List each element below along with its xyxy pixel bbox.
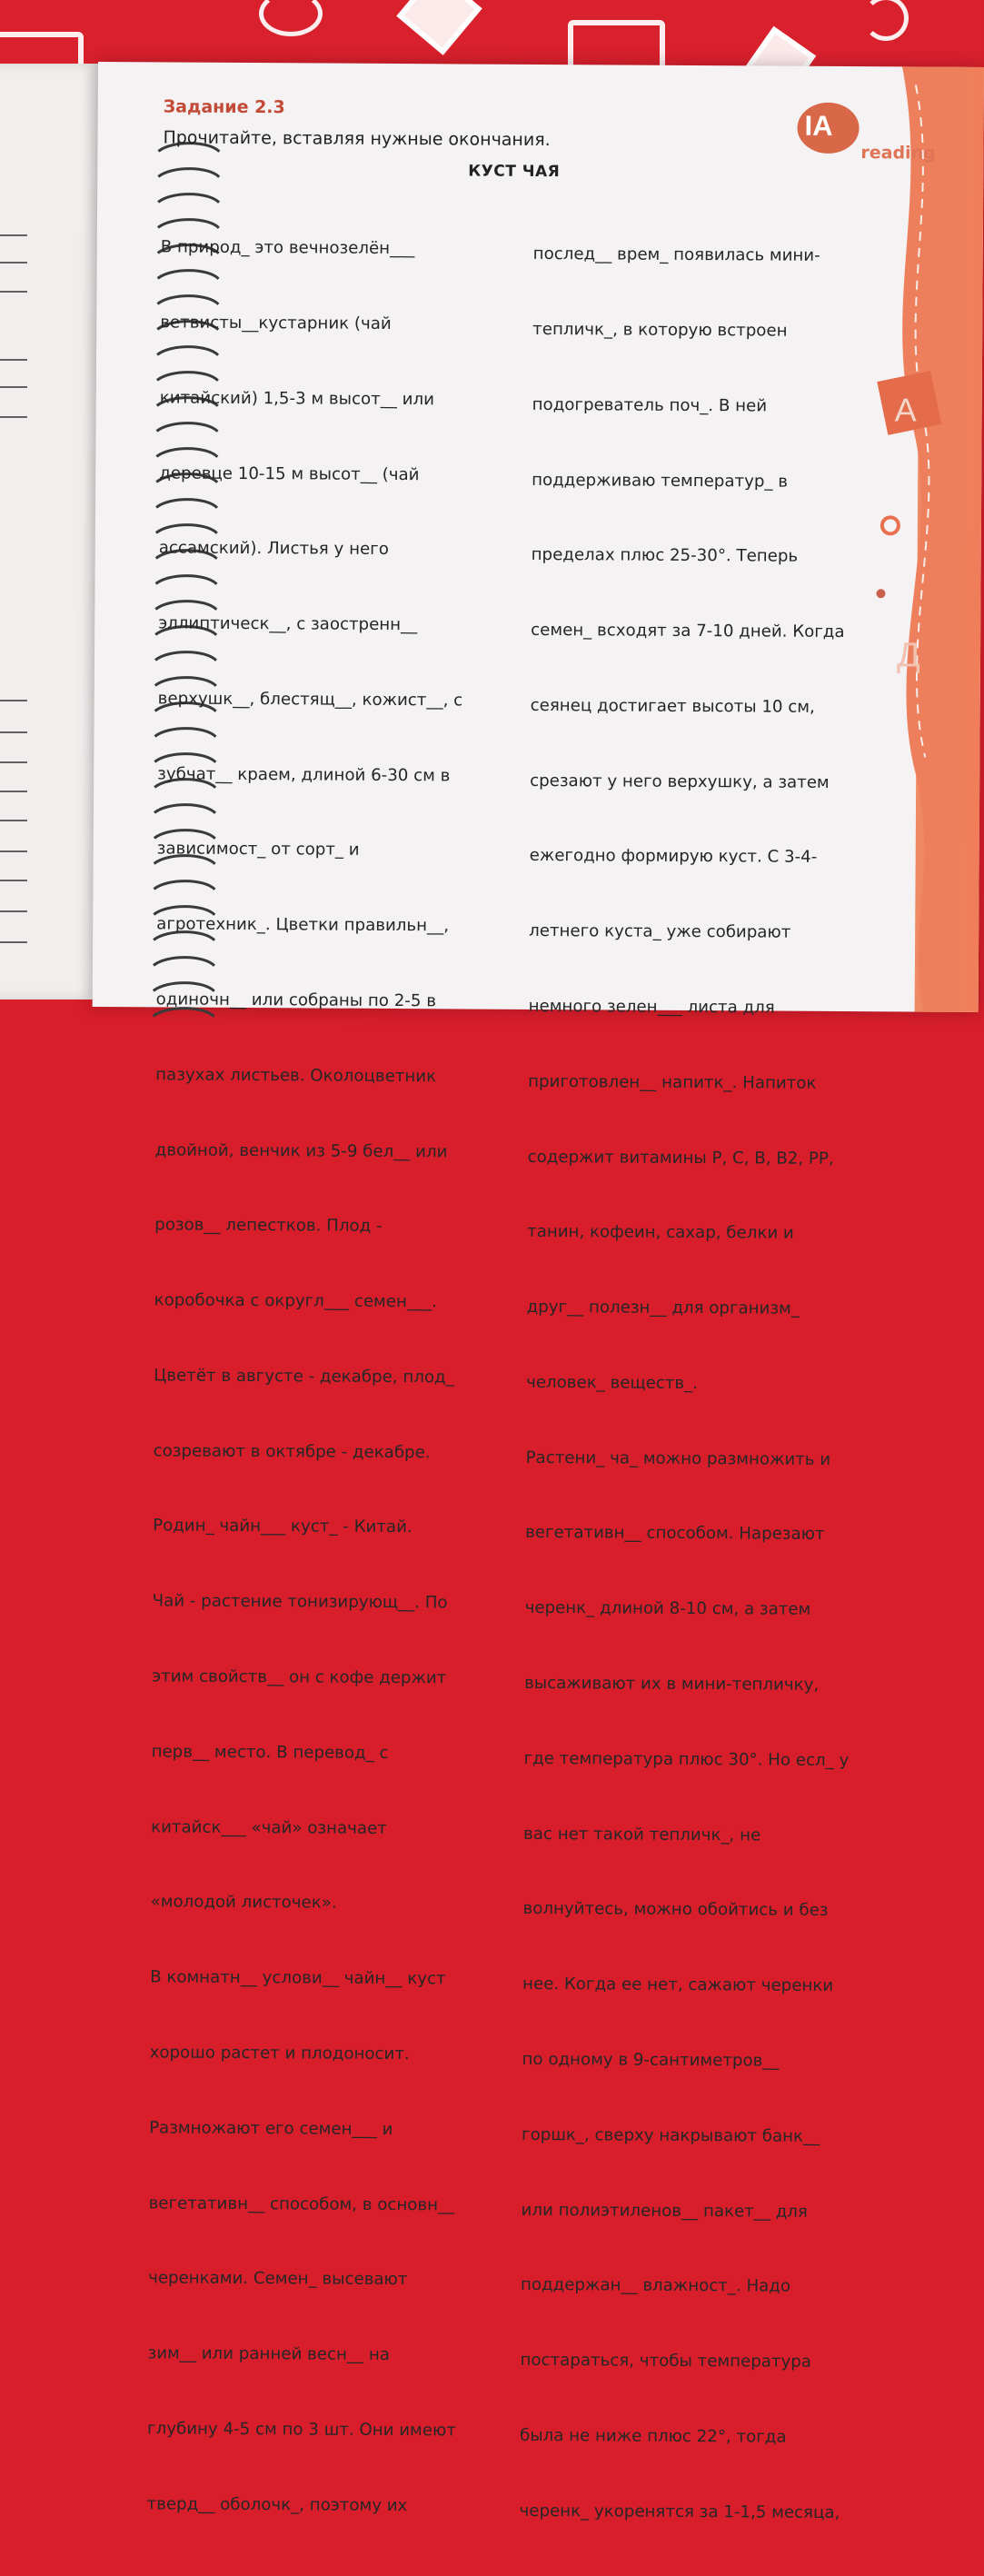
- left-notebook-page: [0, 64, 100, 1000]
- svg-text:Д: Д: [896, 636, 920, 675]
- text-line: немного зелен___ листа для: [528, 996, 775, 1018]
- answer-line: [0, 820, 27, 821]
- answer-line: [0, 416, 27, 418]
- answer-line: [0, 291, 27, 293]
- answer-line: [0, 880, 27, 881]
- article-title: КУСТ ЧАЯ: [468, 162, 561, 182]
- text-line: В природ_ это вечнозелён___: [160, 237, 415, 259]
- text-line: созревают в октябре - декабре.: [153, 1441, 431, 1462]
- text-line: деревце 10-15 м высот__ (чай: [159, 462, 420, 484]
- answer-line: [0, 700, 27, 701]
- article-column-right: [519, 192, 859, 2576]
- logo-word: reading: [860, 143, 936, 164]
- text-line: ежегодно формирую куст. С 3-4-: [529, 846, 818, 868]
- text-line: перв__ место. В перевод_ с: [151, 1742, 389, 1763]
- text-line: черенк_ укоренятся за 1-1,5 месяца,: [519, 2501, 840, 2522]
- task-heading: Задание 2.3: [163, 96, 285, 118]
- text-line: содержит витамины Р, С, В, В2, РР,: [527, 1147, 834, 1169]
- task-instruction: Прочитайте, вставляя нужные окончания.: [163, 127, 551, 151]
- text-line: поддержан__ влажност_. Надо: [520, 2275, 791, 2296]
- text-line: или полиэтиленов__ пакет__ для: [521, 2200, 808, 2222]
- text-line: семен_ всходят за 7-10 дней. Когда: [531, 621, 845, 642]
- text-line: была не ниже плюс 22°, тогда: [519, 2425, 787, 2447]
- text-line: приготовлен__ напитк_. Напиток: [528, 1071, 817, 1093]
- answer-line: [0, 359, 27, 361]
- ia-reading-logo: [797, 103, 942, 164]
- text-line: Цветёт в августе - декабре, плод_: [154, 1366, 454, 1387]
- text-line: двойной, венчик из 5-9 бел__ или: [154, 1139, 448, 1161]
- text-line: постараться, чтобы температура: [520, 2350, 812, 2372]
- text-line: пазухах листьев. Околоцветник: [155, 1065, 437, 1087]
- text-line: подогреватель поч_. В ней: [532, 394, 768, 416]
- text-line: одиночн__ или собраны по 2-5 в: [155, 990, 437, 1011]
- text-line: поддерживаю температур_ в: [532, 470, 789, 492]
- text-line: послед__ врем_ появилась мини-: [532, 244, 820, 266]
- text-line: черенками. Семен_ высевают: [148, 2268, 408, 2290]
- text-line: этим свойств__ он с кофе держит: [152, 1666, 447, 1688]
- text-line: друг__ полезн__ для организм_: [526, 1298, 800, 1318]
- text-line: горшк_, сверху накрывают банк__: [522, 2124, 820, 2146]
- text-line: эллиптическ__, с заостренн__: [158, 613, 418, 635]
- text-line: Чай - растение тонизирующ__. По: [152, 1591, 448, 1613]
- text-line: нее. Когда ее нет, сажают черенки: [522, 1974, 834, 1996]
- text-line: тепличк_, в которую встроен: [532, 319, 788, 341]
- logo-mark: IA: [804, 109, 833, 142]
- text-line: Родин_ чайн___ куст_ - Китай.: [153, 1516, 412, 1537]
- workbook-page: [93, 62, 984, 2522]
- text-line: верхушк__, блестящ__, кожист__, с: [157, 689, 463, 711]
- answer-line: [0, 731, 27, 733]
- article-column-left: [146, 184, 470, 2568]
- svg-text:A: A: [894, 391, 917, 429]
- answer-line: [0, 910, 27, 912]
- text-line: Растени_ ча_ можно размножить и: [525, 1447, 831, 1469]
- text-line: «молодой листочек».: [150, 1892, 337, 1914]
- text-line: сеянец достигает высоты 10 см,: [530, 695, 815, 717]
- text-line: зим__ или ранней весн__ на: [147, 2343, 390, 2365]
- text-line: ассамский). Листья у него: [158, 538, 389, 560]
- answer-line: [0, 262, 27, 264]
- text-line: розов__ лепестков. Плод -: [154, 1215, 383, 1237]
- text-line: волнуйтесь, можно обойтись и без: [522, 1899, 829, 1921]
- text-line: глубину 4-5 см по 3 шт. Они имеют: [147, 2419, 456, 2441]
- orange-margin-decoration: [860, 66, 966, 1012]
- answer-line: [0, 791, 27, 792]
- text-line: где температура плюс 30°. Но есл_ у: [523, 1748, 850, 1770]
- tablecloth-pattern-curl: [259, 0, 323, 36]
- text-line: ветвисты__кустарник (чай: [160, 313, 392, 333]
- text-line: китайский) 1,5-3 м высот__ или: [159, 388, 435, 410]
- text-line: агротехник_. Цветки правильн__,: [156, 914, 450, 936]
- answer-line: [0, 850, 27, 852]
- text-line: Размножают его семен___ и: [149, 2118, 393, 2139]
- text-line: тверд__ оболочк_, поэтому их: [146, 2494, 408, 2515]
- text-line: по одному в 9-сантиметров__: [522, 2049, 780, 2071]
- answer-line: [0, 761, 27, 763]
- text-line: коробочка с округл___ семен___.: [154, 1290, 438, 1312]
- answer-line: [0, 941, 27, 943]
- text-line: черенк_ длиной 8-10 см, а затем: [524, 1598, 811, 1620]
- text-line: вегетативн__ способом, в основн__: [148, 2193, 455, 2214]
- answer-line: [0, 386, 27, 388]
- text-line: пределах плюс 25-30°. Теперь: [531, 545, 799, 567]
- tablecloth-pattern-diamond: [396, 0, 482, 55]
- tablecloth-pattern-curl: [863, 0, 909, 41]
- answer-line: [0, 234, 27, 236]
- text-line: зависимост_ от сорт_ и: [156, 839, 360, 860]
- text-line: китайск___ «чай» означает: [151, 1816, 387, 1838]
- text-line: человек_ веществ_.: [526, 1372, 699, 1393]
- text-line: высаживают их в мини-тепличку,: [524, 1673, 820, 1695]
- text-line: танин, кофеин, сахар, белки и: [527, 1222, 794, 1244]
- text-line: В комнатн__ услови__ чайн__ куст: [150, 1967, 446, 1989]
- text-line: хорошо растет и плодоносит.: [149, 2043, 410, 2064]
- text-line: зубчат__ краем, длиной 6-30 см в: [157, 764, 451, 786]
- text-line: срезают у него верхушку, а затем: [530, 771, 830, 792]
- text-line: летнего куста_ уже собирают: [529, 921, 791, 942]
- text-line: вас нет такой тепличк_, не: [523, 1824, 761, 1845]
- text-line: вегетативн__ способом. Нарезают: [525, 1523, 825, 1545]
